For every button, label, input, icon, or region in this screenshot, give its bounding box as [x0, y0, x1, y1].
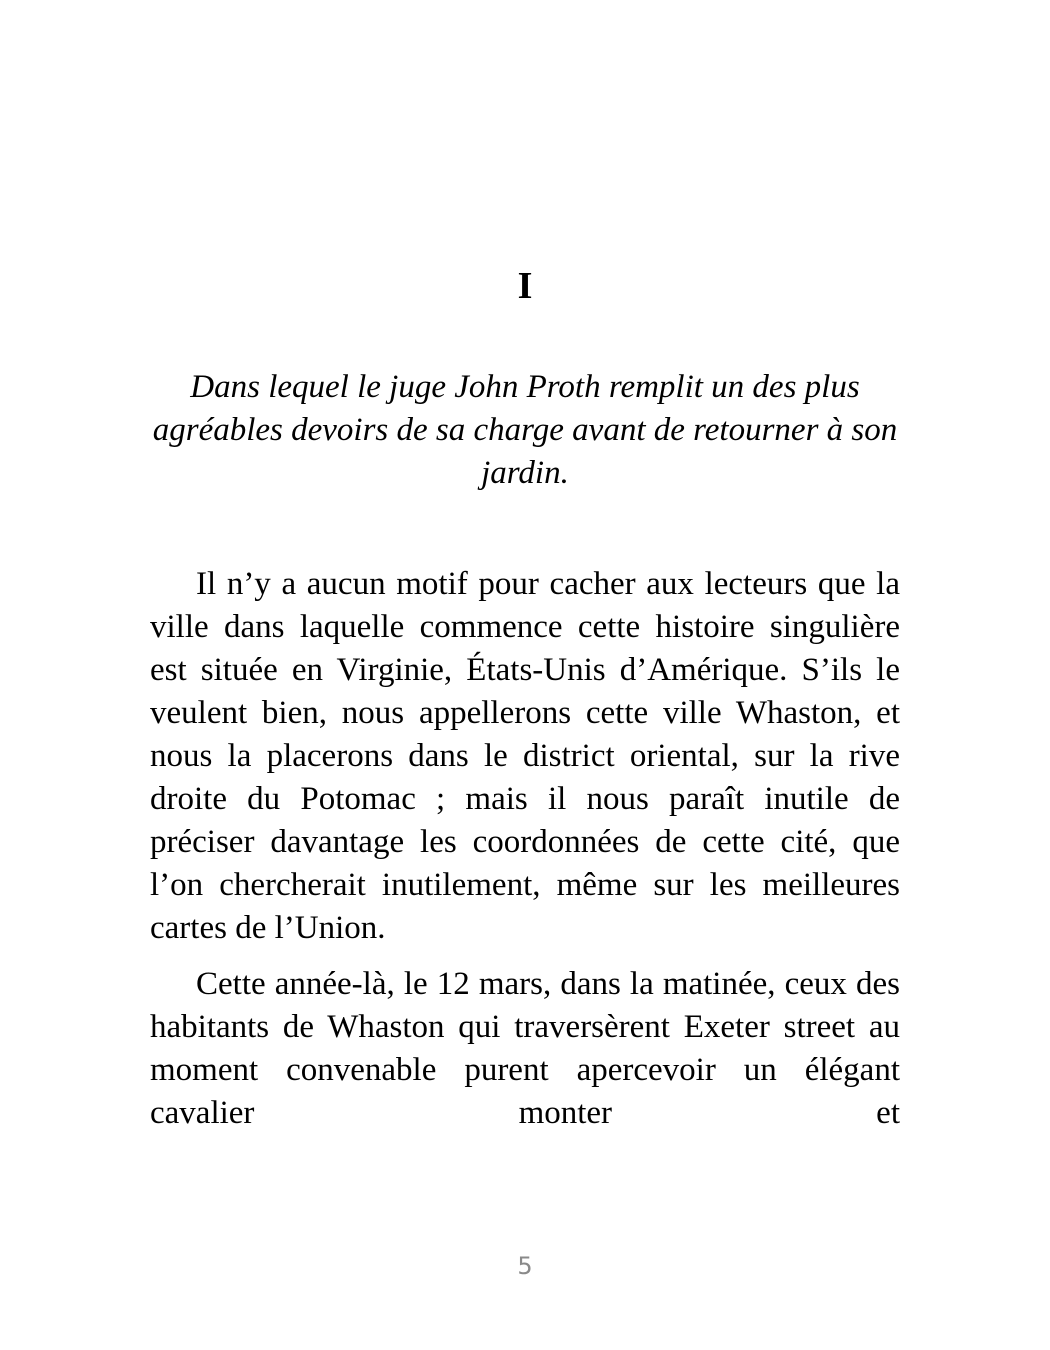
body-text	[150, 563, 900, 1148]
paragraph: Cette année-là, le 12 mars, dans la matinée, ceux des habitants de Whaston qui traversèrent Exeter street au moment convenable purent apercevoir un élégant cavalier monter et	[150, 966, 900, 1131]
chapter-number: I	[517, 265, 533, 307]
chapter-summary: Dans lequel le juge John Proth remplit un des plus agréables devoirs de sa charge avant de retourner à son jardin.	[152, 369, 898, 491]
paragraph: Il n’y a aucun motif pour cacher aux lecteurs que la ville dans laquelle commence cette histoire singulière est située en Virginie, États-Unis d’Amérique. S’ils le veulent bien, nous appellerons cette ville Whaston, et nous la placerons dans le district oriental, sur la rive droite du Potomac ; mais il nous paraît inutile de préciser davantage les coordonnées de cette cité, que l’on chercherait inutilement, même sur les meilleures cartes de l’Union.	[150, 566, 900, 946]
page-number: 5	[517, 1252, 533, 1280]
